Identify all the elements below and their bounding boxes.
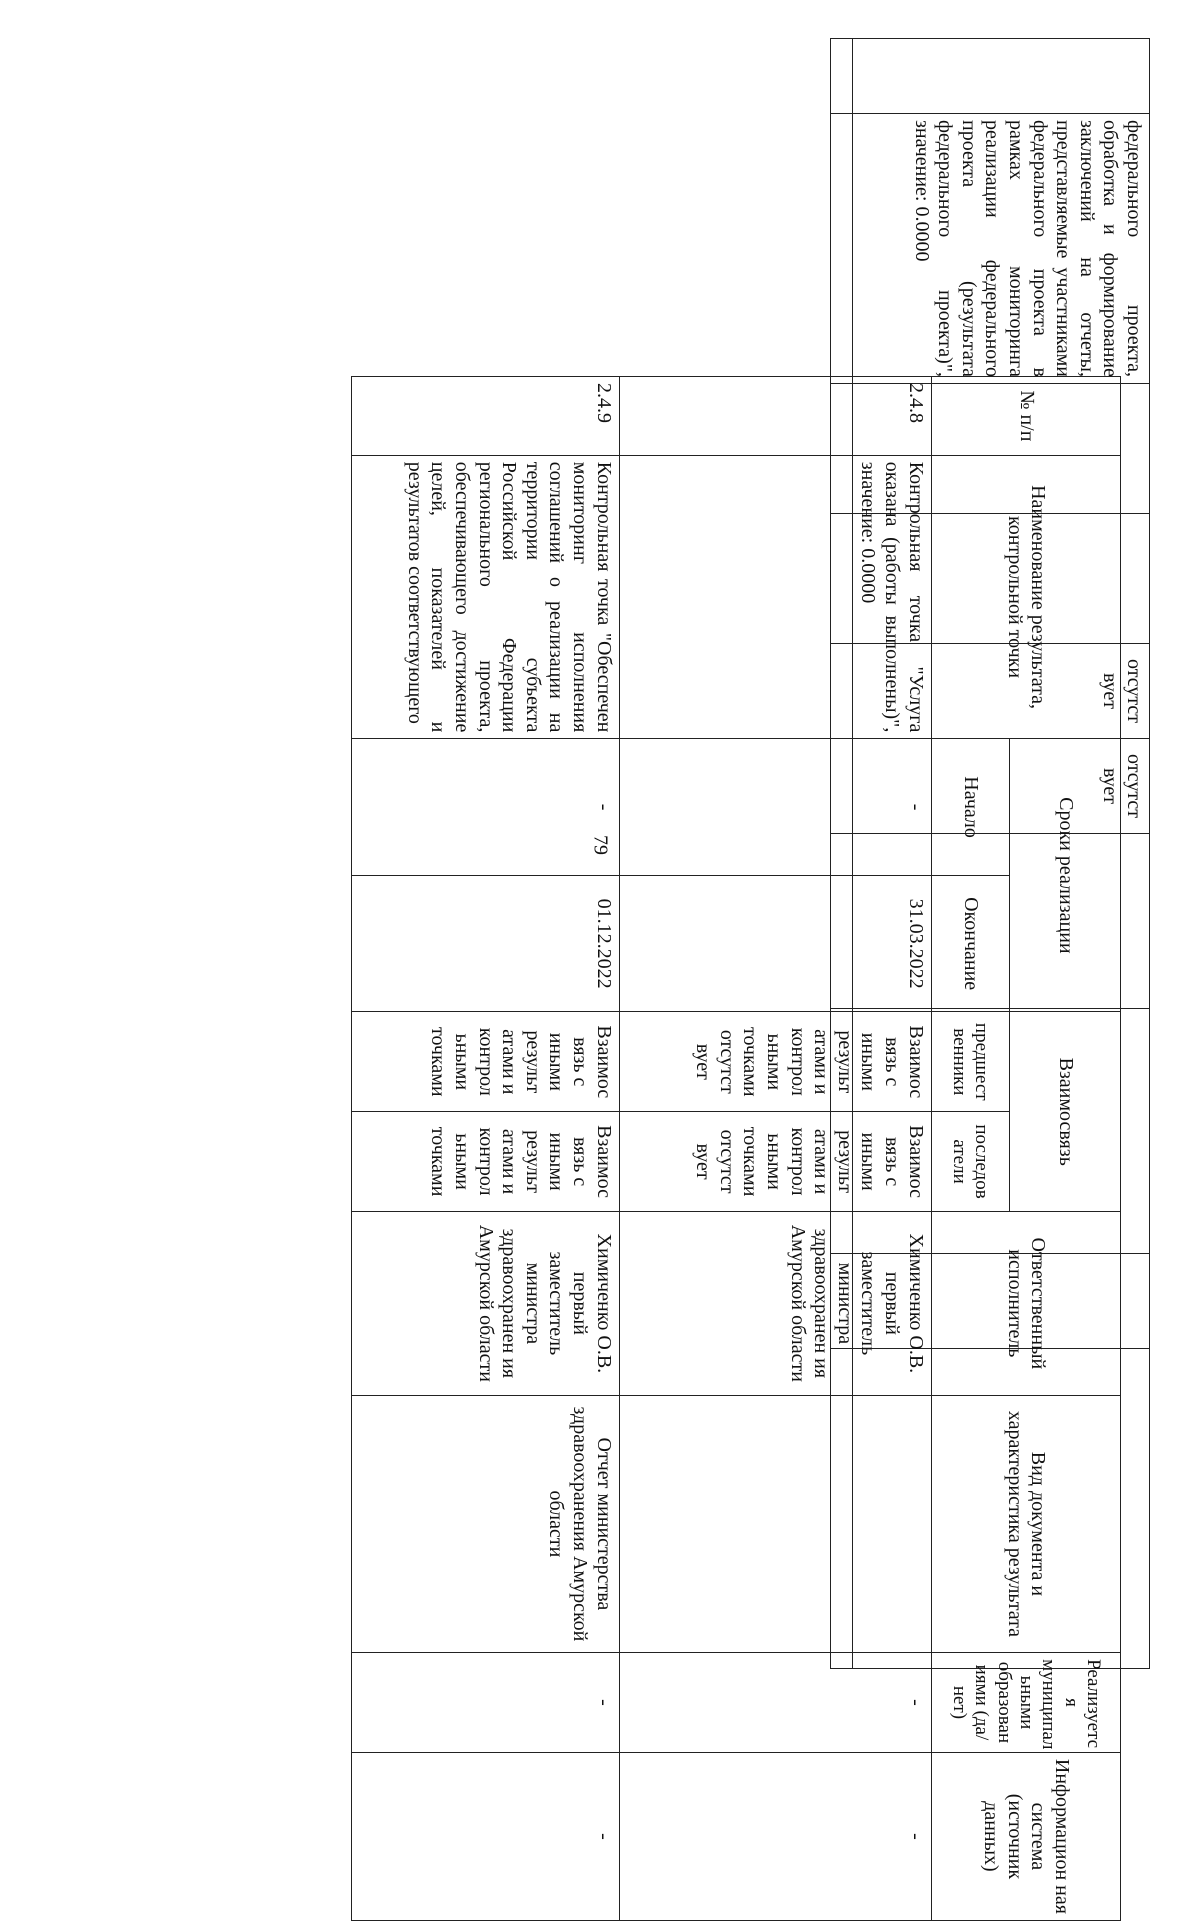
row-info-system: - [352,1752,620,1920]
fragment-pred-cell: отсутст вует [853,644,1150,739]
header-predecessors: предшест венники [931,1012,1009,1112]
row-start: - [352,739,620,876]
control-points-table [351,376,1121,1921]
row-end: 31.03.2022 [619,875,931,1012]
header-start: Начало [931,739,1009,876]
header-num: № п/п [931,377,1120,456]
header-responsible: Ответственный исполнитель [931,1211,1120,1395]
header-end: Окончание [931,875,1009,1012]
row-info-system: - [619,1752,931,1920]
header-municipal: Реализуетс я муниципал ьными образован иями (да/нет) [931,1653,1120,1753]
row-end: 01.12.2022 [352,875,620,1012]
row-start: - [619,739,931,876]
table-row [352,377,620,1921]
row-successors: Взаимос вязь с иными результ атами и контрол ьными точками отсутст вует [619,1112,931,1212]
header-doc-type: Вид документа и характеристика результата [931,1395,1120,1652]
header-name: Наименование результата, контрольной точки [931,455,1120,739]
control-points-table-wrapper [351,376,1121,1921]
fragment-num-cell [853,39,1150,114]
header-successors: последов атели [931,1112,1009,1212]
header-terms: Сроки реализации [1009,739,1120,1012]
row-predecessors: Взаимос вязь с иными результ атами и контрол ьными точками [352,1012,620,1112]
row-municipal: - [352,1653,620,1753]
header-info-system: Информацион ная система (источник данных) [931,1752,1120,1920]
fragment-name-cell: федерального проекта, обработка и формирование заключений на отчеты, представляемые участниками федерального проекта в рамках мониторинга реализации федерального проекта (результата федерального проекта)", значение: 0.0000 [853,114,1150,384]
row-successors: Взаимос вязь с иными результ атами и контрол ьными точками [352,1112,620,1212]
row-num: 2.4.9 [352,377,620,456]
row-doc-type [619,1395,931,1652]
row-responsible: Химиченко О.В. первый заместитель министра здравоохранен ия Амурской области [352,1211,620,1395]
fragment-post-cell: отсутст вует [853,739,1150,834]
header-relation: Взаимосвязь [1009,1012,1120,1212]
table-row [619,377,931,1921]
page-number: 79 [589,835,612,855]
row-name: Контрольная точка "Обеспечен мониторинг исполнения соглашений о реализации на территории субъекта Российской Федерации регионального проекта, обеспечивающего достижение целей, показателей и результатов соответствующего [352,455,620,739]
row-num: 2.4.8 [619,377,931,456]
row-doc-type: Отчет министерства здравоохранения Амурской области [352,1395,620,1652]
row-municipal: - [619,1653,931,1753]
row-responsible: Химиченко О.В. первый заместитель министра здравоохранен ия Амурской области [619,1211,931,1395]
row-name: Контрольная точка "Услуга оказана (работы выполнены)", значение: 0.0000 [619,455,931,739]
row-predecessors: Взаимос вязь с иными результ атами и контрол ьными точками отсутст вует [619,1012,931,1112]
